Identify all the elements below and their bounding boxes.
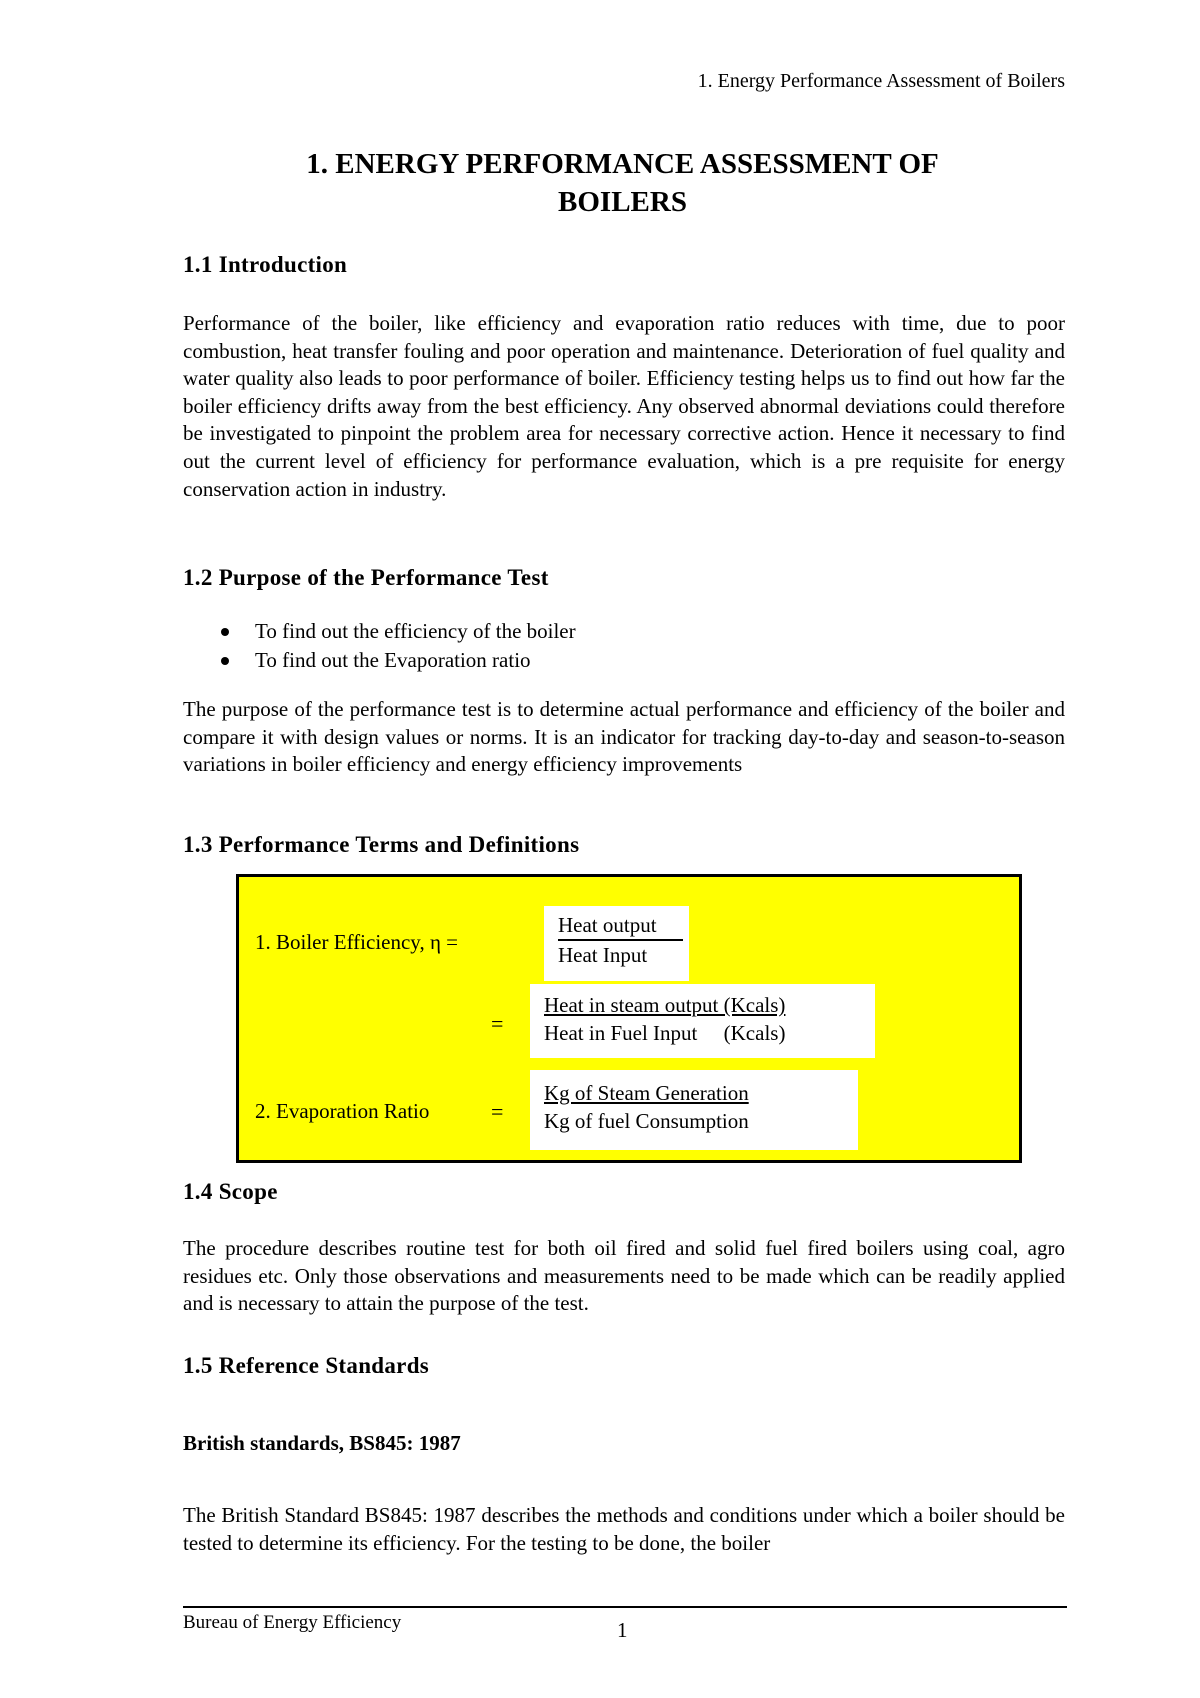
fraction-numerator: Heat output [558,913,657,937]
heat-ratio-fraction [530,984,875,1058]
purpose-paragraph: The purpose of the performance test is to determine actual performance and efficiency of the boiler and compare it with design values or norms. It is an indicator for tracking day-to-day and season-to-season variations in boiler efficiency and energy efficiency improvements [183,697,1065,777]
page-title-line-1: 1. ENERGY PERFORMANCE ASSESSMENT OF [306,148,939,180]
bullet-text: To find out the Evaporation ratio [255,648,531,672]
equals-sign: = [491,1099,504,1124]
scope-paragraph: The procedure describes routine test for both oil fired and solid fuel fired boilers using coal, agro residues etc. Only those observations and measurements need to be made which can be readily applied and is necessary to attain the purpose of the test. [183,1236,1065,1316]
standards-paragraph: The British Standard BS845: 1987 describes the methods and conditions under which a boiler should be tested to determine its efficiency. For the testing to be done, the boiler [183,1503,1065,1555]
fraction-denominator: Heat Input [558,943,648,967]
equals-sign: = [491,1011,504,1036]
page-title [180,145,1065,221]
evaporation-ratio-fraction [530,1070,858,1150]
footer-organization: Bureau of Energy Efficiency [183,1612,402,1633]
boiler-efficiency-label: 1. Boiler Efficiency, η = [255,930,459,954]
fraction-denominator: Kg of fuel Consumption [544,1109,749,1133]
evaporation-ratio-label: 2. Evaporation Ratio [255,1099,430,1123]
definitions-box [236,874,1022,1163]
bullet-icon [221,628,229,636]
fraction-numerator: Heat in steam output (Kcals) [544,993,786,1017]
page-number: 1 [617,1618,628,1642]
list-item [183,617,1065,646]
running-header: 1. Energy Performance Assessment of Boilers [697,70,1065,92]
bullet-icon [221,657,229,665]
footer-divider [183,1606,1067,1608]
section-heading-standards: 1.5 Reference Standards [183,1353,430,1378]
section-heading-scope: 1.4 Scope [183,1179,278,1204]
introduction-paragraph: Performance of the boiler, like efficiency and evaporation ratio reduces with time, due to poor combustion, heat transfer fouling and poor operation and maintenance. Deterioration of fuel quality and water quality also leads to poor performance of boiler. Efficiency testing helps us to find out how far the boiler efficiency drifts away from the best efficiency. Any observed abnormal deviations could therefore be investigated to pinpoint the problem area for necessary corrective action. Hence it necessary to find out the current level of efficiency for performance evaluation, which is a pre requisite for energy conservation action in industry. [183,311,1065,501]
bullet-text: To find out the efficiency of the boiler [255,619,576,643]
subheading-british-standards: British standards, BS845: 1987 [183,1431,461,1455]
section-heading-purpose: 1.2 Purpose of the Performance Test [183,565,549,590]
section-heading-introduction: 1.1 Introduction [183,252,348,277]
boiler-efficiency-fraction [544,906,689,981]
page-title-line-2: BOILERS [558,186,687,218]
purpose-bullet-list [183,617,1065,675]
fraction-numerator: Kg of Steam Generation [544,1081,749,1105]
section-heading-terms: 1.3 Performance Terms and Definitions [183,832,580,857]
fraction-denominator: Heat in Fuel Input (Kcals) [544,1021,786,1045]
list-item [183,646,1065,675]
